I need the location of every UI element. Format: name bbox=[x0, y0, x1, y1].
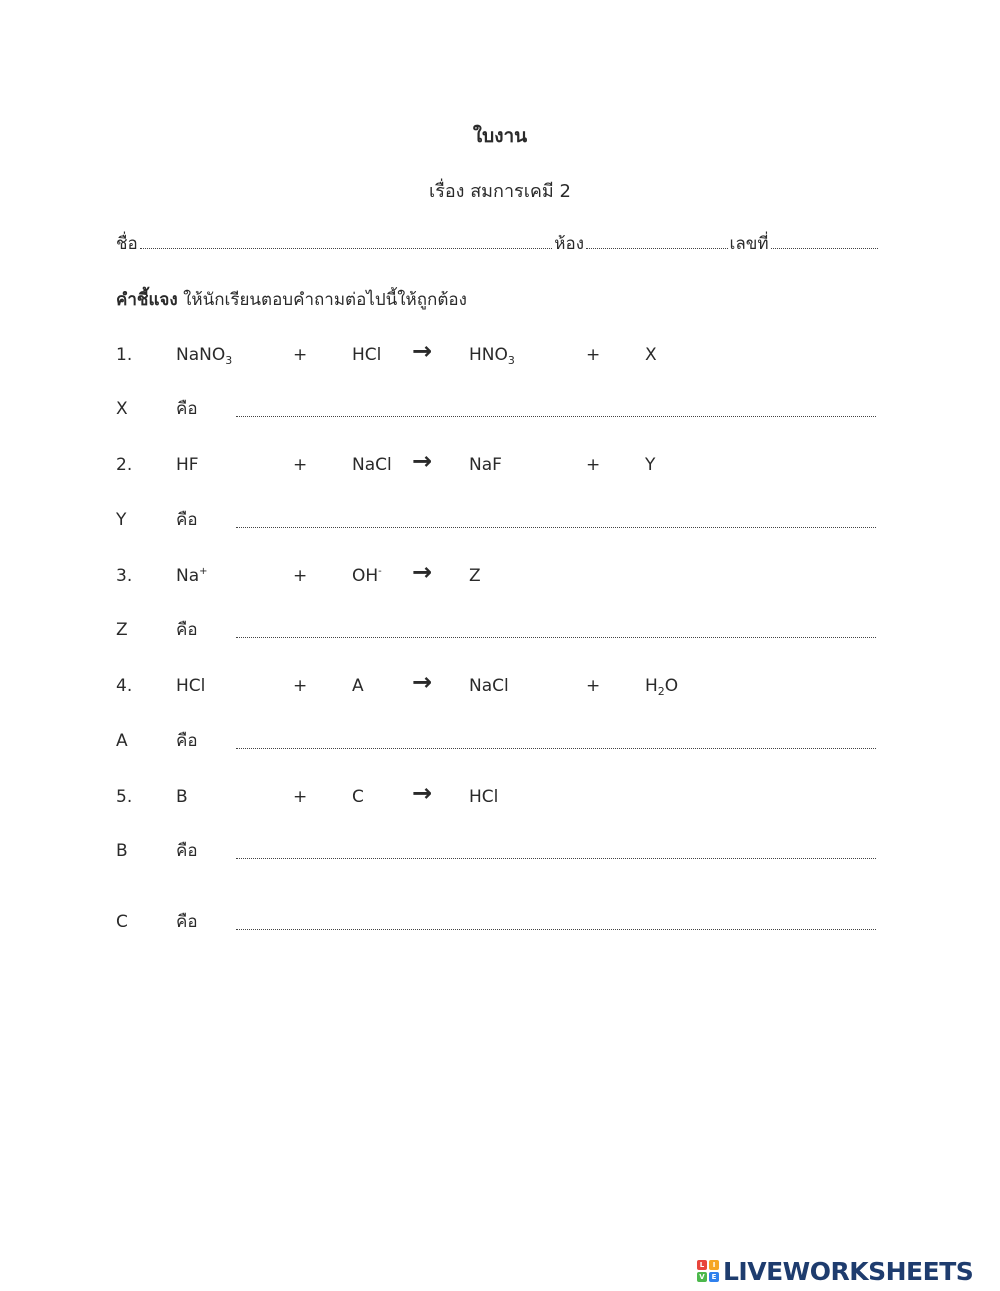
product-1: NaF bbox=[469, 455, 502, 475]
product-1: HCl bbox=[469, 787, 499, 807]
room-field[interactable] bbox=[586, 234, 728, 249]
answer-variable: X bbox=[116, 399, 128, 419]
equation-number: 1. bbox=[116, 345, 133, 365]
name-field[interactable] bbox=[140, 234, 553, 249]
product-1: $HNO_3$ bbox=[469, 345, 515, 367]
number-label: เลขที่ bbox=[729, 234, 769, 254]
product-2: Y bbox=[645, 455, 656, 475]
plus-sign: + bbox=[293, 455, 308, 475]
plus-sign: + bbox=[293, 566, 308, 586]
logo-blocks-icon bbox=[697, 1260, 719, 1282]
plus-sign: + bbox=[293, 345, 308, 365]
answer-field-c[interactable] bbox=[236, 929, 876, 930]
student-info-row bbox=[116, 230, 880, 257]
product-2: $H_2O$ bbox=[645, 676, 679, 698]
worksheet-subtitle: เรื่อง สมการเคมี 2 bbox=[429, 181, 571, 202]
liveworksheets-logo bbox=[697, 1256, 973, 1286]
logo-block-e: E bbox=[709, 1272, 719, 1282]
answer-field-z[interactable] bbox=[236, 637, 876, 638]
logo-text: LIVEWORKSHEETS bbox=[723, 1256, 974, 1286]
product-1: Z bbox=[469, 566, 481, 586]
number-field[interactable] bbox=[771, 234, 878, 249]
reactant-1: B bbox=[176, 787, 188, 807]
plus-sign: + bbox=[586, 676, 601, 696]
reactant-2: A bbox=[352, 676, 364, 696]
arrow-right-icon: → bbox=[412, 447, 433, 475]
answer-field-x[interactable] bbox=[236, 416, 876, 417]
product-2: X bbox=[645, 345, 657, 365]
instruction-text: ให้นักเรียนตอบคำถามต่อไปนี้ให้ถูกต้อง bbox=[177, 290, 467, 310]
product-1: NaCl bbox=[469, 676, 509, 696]
answer-is-label: คือ bbox=[176, 620, 198, 640]
answer-is-label: คือ bbox=[176, 912, 198, 932]
arrow-right-icon: → bbox=[412, 337, 433, 365]
answer-variable: Z bbox=[116, 620, 128, 640]
answer-variable: A bbox=[116, 731, 128, 751]
answer-is-label: คือ bbox=[176, 731, 198, 751]
reactant-2: NaCl bbox=[352, 455, 392, 475]
equation-number: 2. bbox=[116, 455, 133, 475]
plus-sign: + bbox=[586, 345, 601, 365]
plus-sign: + bbox=[293, 676, 308, 696]
reactant-1: HF bbox=[176, 455, 199, 475]
instruction-heading: คำชี้แจง bbox=[116, 290, 178, 310]
answer-field-a[interactable] bbox=[236, 748, 876, 749]
answer-is-label: คือ bbox=[176, 399, 198, 419]
answer-field-y[interactable] bbox=[236, 527, 876, 528]
logo-block-l: L bbox=[697, 1260, 707, 1270]
logo-block-v: V bbox=[697, 1272, 707, 1282]
worksheet-title: ใบงาน bbox=[472, 125, 528, 147]
name-label: ชื่อ bbox=[116, 234, 138, 254]
answer-is-label: คือ bbox=[176, 841, 198, 861]
arrow-right-icon: → bbox=[412, 779, 433, 807]
logo-block-i: I bbox=[709, 1260, 719, 1270]
plus-sign: + bbox=[293, 787, 308, 807]
reactant-1: NaNO$_3$ bbox=[176, 345, 233, 367]
answer-is-label: คือ bbox=[176, 510, 198, 530]
reactant-2: C bbox=[352, 787, 364, 807]
arrow-right-icon: → bbox=[412, 558, 433, 586]
equation-number: 4. bbox=[116, 676, 133, 696]
reactant-2: OH- bbox=[352, 566, 382, 586]
reactant-1: HCl bbox=[176, 676, 206, 696]
equation-number: 5. bbox=[116, 787, 133, 807]
answer-variable: Y bbox=[116, 510, 127, 530]
arrow-right-icon: → bbox=[412, 668, 433, 696]
reactant-2: HCl bbox=[352, 345, 382, 365]
equation-number: 3. bbox=[116, 566, 133, 586]
answer-variable: C bbox=[116, 912, 128, 932]
answer-field-b[interactable] bbox=[236, 858, 876, 859]
reactant-1: Na+ bbox=[176, 566, 208, 586]
answer-variable: B bbox=[116, 841, 128, 861]
plus-sign: + bbox=[586, 455, 601, 475]
instruction bbox=[116, 286, 467, 313]
room-label: ห้อง bbox=[554, 234, 585, 254]
